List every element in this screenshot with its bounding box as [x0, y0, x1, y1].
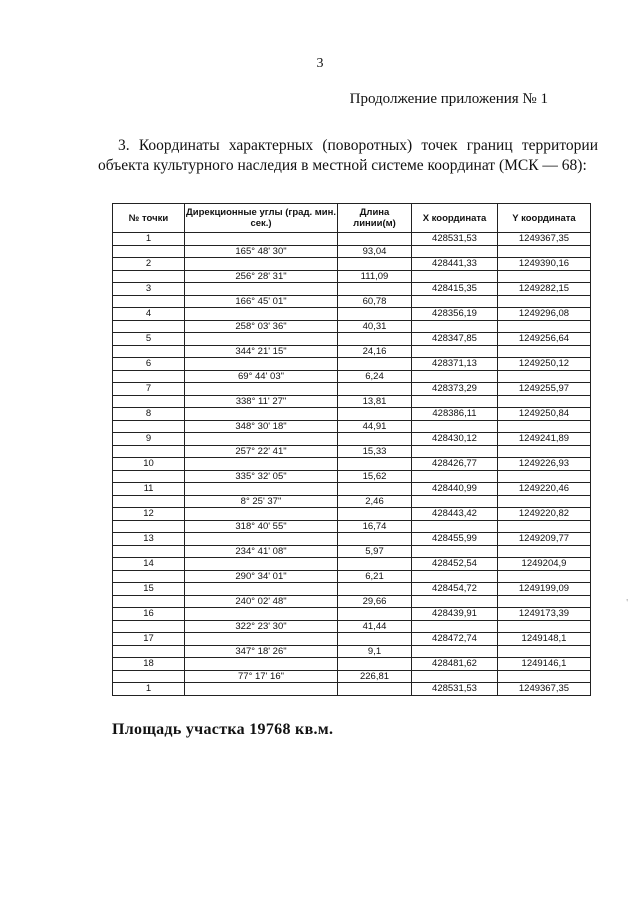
cell-y-coordinate [498, 345, 591, 358]
cell-direction-angle [185, 483, 338, 496]
cell-x-coordinate: 428347,85 [412, 333, 498, 346]
cell-point-number: 3 [113, 283, 185, 296]
table-row [113, 470, 591, 483]
table-body [113, 233, 591, 696]
cell-y-coordinate: 1249367,35 [498, 683, 591, 696]
cell-x-coordinate: 428439,91 [412, 608, 498, 621]
table-row [113, 333, 591, 346]
cell-line-length: 41,44 [338, 620, 412, 633]
section-intro-paragraph [98, 136, 598, 176]
table-row [113, 445, 591, 458]
cell-y-coordinate: 1249255,97 [498, 383, 591, 396]
cell-x-coordinate [412, 495, 498, 508]
cell-x-coordinate [412, 320, 498, 333]
cell-direction-angle [185, 683, 338, 696]
table-row [113, 295, 591, 308]
cell-point-number: 8 [113, 408, 185, 421]
cell-direction-angle: 166° 45' 01" [185, 295, 338, 308]
cell-direction-angle: 347° 18' 26" [185, 645, 338, 658]
table-row [113, 408, 591, 421]
plot-area-text: Площадь участка 19768 кв.м. [112, 721, 334, 738]
cell-y-coordinate: 1249282,15 [498, 283, 591, 296]
cell-line-length [338, 308, 412, 321]
cell-point-number: 13 [113, 533, 185, 546]
cell-direction-angle: 234° 41' 08" [185, 545, 338, 558]
cell-line-length: 44,91 [338, 420, 412, 433]
cell-direction-angle: 322° 23' 30" [185, 620, 338, 633]
cell-point-number [113, 545, 185, 558]
cell-direction-angle: 69° 44' 03" [185, 370, 338, 383]
table-row [113, 258, 591, 271]
cell-y-coordinate [498, 620, 591, 633]
cell-point-number: 12 [113, 508, 185, 521]
cell-x-coordinate: 428454,72 [412, 583, 498, 596]
cell-line-length [338, 583, 412, 596]
table-row [113, 395, 591, 408]
table-row [113, 320, 591, 333]
cell-y-coordinate: 1249367,35 [498, 233, 591, 246]
cell-direction-angle: 348° 30' 18" [185, 420, 338, 433]
cell-line-length [338, 683, 412, 696]
cell-y-coordinate: 1249241,89 [498, 433, 591, 446]
cell-x-coordinate [412, 295, 498, 308]
cell-line-length [338, 358, 412, 371]
cell-line-length [338, 333, 412, 346]
cell-x-coordinate: 428472,74 [412, 633, 498, 646]
cell-direction-angle: 77° 17' 16" [185, 670, 338, 683]
table-row [113, 670, 591, 683]
cell-point-number [113, 620, 185, 633]
cell-point-number: 10 [113, 458, 185, 471]
cell-direction-angle [185, 533, 338, 546]
cell-direction-angle [185, 358, 338, 371]
cell-y-coordinate [498, 395, 591, 408]
cell-x-coordinate [412, 670, 498, 683]
cell-line-length [338, 533, 412, 546]
cell-line-length [338, 633, 412, 646]
cell-direction-angle: 338° 11' 27" [185, 395, 338, 408]
cell-line-length [338, 658, 412, 671]
table-row [113, 645, 591, 658]
table-row [113, 558, 591, 571]
table-row [113, 370, 591, 383]
cell-direction-angle: 8° 25' 37" [185, 495, 338, 508]
cell-x-coordinate [412, 245, 498, 258]
cell-line-length: 111,09 [338, 270, 412, 283]
cell-y-coordinate: 1249220,46 [498, 483, 591, 496]
cell-y-coordinate: 1249148,1 [498, 633, 591, 646]
cell-line-length: 60,78 [338, 295, 412, 308]
table-row [113, 270, 591, 283]
cell-direction-angle [185, 258, 338, 271]
cell-x-coordinate [412, 370, 498, 383]
table-row [113, 308, 591, 321]
cell-line-length [338, 283, 412, 296]
cell-y-coordinate [498, 570, 591, 583]
header-y-coordinate: Y координата [498, 204, 591, 233]
cell-line-length: 29,66 [338, 595, 412, 608]
cell-point-number: 18 [113, 658, 185, 671]
table-row [113, 358, 591, 371]
cell-y-coordinate [498, 595, 591, 608]
cell-y-coordinate [498, 445, 591, 458]
cell-line-length [338, 458, 412, 471]
cell-point-number [113, 570, 185, 583]
cell-line-length: 40,31 [338, 320, 412, 333]
table-row [113, 458, 591, 471]
table-row [113, 245, 591, 258]
cell-x-coordinate [412, 620, 498, 633]
cell-line-length [338, 383, 412, 396]
header-line-length: Длина линии(м) [338, 204, 412, 233]
cell-direction-angle: 318° 40' 55" [185, 520, 338, 533]
cell-x-coordinate [412, 445, 498, 458]
cell-line-length: 6,24 [338, 370, 412, 383]
cell-x-coordinate: 428452,54 [412, 558, 498, 571]
cell-line-length [338, 233, 412, 246]
cell-x-coordinate: 428531,53 [412, 233, 498, 246]
cell-y-coordinate: 1249173,39 [498, 608, 591, 621]
cell-point-number [113, 495, 185, 508]
table-row [113, 420, 591, 433]
cell-x-coordinate [412, 345, 498, 358]
table-row [113, 608, 591, 621]
cell-y-coordinate [498, 245, 591, 258]
appendix-continuation-label: Продолжение приложения № 1 [349, 91, 548, 107]
cell-x-coordinate: 428356,19 [412, 308, 498, 321]
cell-point-number [113, 445, 185, 458]
margin-mark: ' [626, 598, 628, 609]
cell-y-coordinate: 1249390,16 [498, 258, 591, 271]
table-row [113, 533, 591, 546]
cell-y-coordinate [498, 670, 591, 683]
cell-x-coordinate [412, 395, 498, 408]
cell-x-coordinate: 428455,99 [412, 533, 498, 546]
cell-direction-angle [185, 458, 338, 471]
table-row [113, 520, 591, 533]
cell-y-coordinate [498, 520, 591, 533]
cell-point-number [113, 345, 185, 358]
header-point-number: № точки [113, 204, 185, 233]
table-row [113, 345, 591, 358]
cell-point-number: 9 [113, 433, 185, 446]
cell-x-coordinate: 428426,77 [412, 458, 498, 471]
table-row [113, 620, 591, 633]
cell-point-number [113, 420, 185, 433]
table-row [113, 633, 591, 646]
cell-y-coordinate [498, 470, 591, 483]
table-row [113, 508, 591, 521]
cell-direction-angle [185, 583, 338, 596]
cell-direction-angle [185, 283, 338, 296]
table-row [113, 433, 591, 446]
cell-point-number [113, 295, 185, 308]
table-row [113, 595, 591, 608]
cell-y-coordinate [498, 270, 591, 283]
table-row [113, 495, 591, 508]
cell-line-length: 24,16 [338, 345, 412, 358]
page-number: 3 [316, 56, 324, 71]
cell-x-coordinate [412, 270, 498, 283]
cell-line-length [338, 408, 412, 421]
cell-y-coordinate: 1249226,93 [498, 458, 591, 471]
cell-x-coordinate: 428386,11 [412, 408, 498, 421]
cell-direction-angle: 290° 34' 01" [185, 570, 338, 583]
cell-point-number: 16 [113, 608, 185, 621]
cell-point-number [113, 245, 185, 258]
cell-x-coordinate [412, 570, 498, 583]
cell-direction-angle [185, 433, 338, 446]
cell-line-length: 13,81 [338, 395, 412, 408]
table-row [113, 658, 591, 671]
cell-direction-angle: 257° 22' 41" [185, 445, 338, 458]
cell-y-coordinate: 1249220,82 [498, 508, 591, 521]
cell-direction-angle [185, 408, 338, 421]
cell-line-length: 2,46 [338, 495, 412, 508]
cell-direction-angle [185, 633, 338, 646]
cell-y-coordinate: 1249209,77 [498, 533, 591, 546]
cell-y-coordinate [498, 420, 591, 433]
cell-line-length: 15,33 [338, 445, 412, 458]
cell-point-number: 1 [113, 683, 185, 696]
cell-direction-angle: 258° 03' 36" [185, 320, 338, 333]
cell-y-coordinate: 1249256,64 [498, 333, 591, 346]
cell-line-length: 16,74 [338, 520, 412, 533]
cell-point-number: 1 [113, 233, 185, 246]
cell-x-coordinate: 428481,62 [412, 658, 498, 671]
cell-x-coordinate: 428440,99 [412, 483, 498, 496]
cell-direction-angle [185, 333, 338, 346]
cell-direction-angle [185, 658, 338, 671]
cell-line-length: 9,1 [338, 645, 412, 658]
cell-x-coordinate: 428415,35 [412, 283, 498, 296]
cell-x-coordinate [412, 470, 498, 483]
cell-y-coordinate [498, 320, 591, 333]
cell-point-number [113, 470, 185, 483]
cell-point-number [113, 320, 185, 333]
cell-x-coordinate [412, 545, 498, 558]
cell-direction-angle [185, 558, 338, 571]
cell-direction-angle [185, 308, 338, 321]
cell-line-length: 5,97 [338, 545, 412, 558]
table-header-row [113, 204, 591, 233]
cell-direction-angle [185, 383, 338, 396]
cell-point-number: 4 [113, 308, 185, 321]
cell-x-coordinate: 428441,33 [412, 258, 498, 271]
cell-point-number: 7 [113, 383, 185, 396]
table-row [113, 545, 591, 558]
cell-point-number [113, 670, 185, 683]
cell-direction-angle: 335° 32' 05" [185, 470, 338, 483]
cell-line-length: 93,04 [338, 245, 412, 258]
cell-line-length: 6,21 [338, 570, 412, 583]
cell-y-coordinate [498, 545, 591, 558]
cell-point-number: 15 [113, 583, 185, 596]
cell-x-coordinate: 428443,42 [412, 508, 498, 521]
cell-point-number [113, 270, 185, 283]
cell-point-number: 2 [113, 258, 185, 271]
section-intro-text: 3. Координаты характерных (поворотных) точек границ территории объекта культурного наследия в местной системе координат (МСК — 68): [98, 137, 598, 174]
coordinates-table [112, 203, 591, 696]
cell-x-coordinate [412, 420, 498, 433]
cell-point-number [113, 370, 185, 383]
cell-x-coordinate [412, 520, 498, 533]
table-row [113, 683, 591, 696]
cell-y-coordinate: 1249146,1 [498, 658, 591, 671]
cell-point-number: 5 [113, 333, 185, 346]
cell-y-coordinate [498, 370, 591, 383]
cell-y-coordinate: 1249204,9 [498, 558, 591, 571]
cell-y-coordinate [498, 495, 591, 508]
table-row [113, 570, 591, 583]
cell-x-coordinate: 428430,12 [412, 433, 498, 446]
header-x-coordinate: X координата [412, 204, 498, 233]
table-row [113, 383, 591, 396]
cell-x-coordinate: 428371,13 [412, 358, 498, 371]
cell-point-number [113, 645, 185, 658]
header-direction-angle: Дирекционные углы (град. мин. сек.) [185, 204, 338, 233]
cell-line-length [338, 258, 412, 271]
cell-line-length [338, 483, 412, 496]
cell-line-length [338, 508, 412, 521]
cell-line-length [338, 558, 412, 571]
cell-line-length: 15,62 [338, 470, 412, 483]
cell-point-number: 6 [113, 358, 185, 371]
cell-direction-angle: 240° 02' 48" [185, 595, 338, 608]
cell-point-number: 11 [113, 483, 185, 496]
cell-y-coordinate: 1249296,08 [498, 308, 591, 321]
table-row [113, 483, 591, 496]
table-row [113, 283, 591, 296]
cell-y-coordinate [498, 295, 591, 308]
table-row [113, 583, 591, 596]
cell-point-number [113, 395, 185, 408]
cell-direction-angle: 165° 48' 30" [185, 245, 338, 258]
cell-x-coordinate [412, 595, 498, 608]
cell-y-coordinate [498, 645, 591, 658]
cell-y-coordinate: 1249250,12 [498, 358, 591, 371]
cell-direction-angle: 256° 28' 31" [185, 270, 338, 283]
cell-point-number [113, 520, 185, 533]
cell-direction-angle [185, 233, 338, 246]
cell-y-coordinate: 1249199,09 [498, 583, 591, 596]
cell-line-length [338, 608, 412, 621]
cell-point-number: 14 [113, 558, 185, 571]
table-row [113, 233, 591, 246]
cell-direction-angle: 344° 21' 15" [185, 345, 338, 358]
cell-point-number: 17 [113, 633, 185, 646]
cell-x-coordinate [412, 645, 498, 658]
cell-x-coordinate: 428373,29 [412, 383, 498, 396]
cell-y-coordinate: 1249250,84 [498, 408, 591, 421]
cell-direction-angle [185, 608, 338, 621]
cell-direction-angle [185, 508, 338, 521]
cell-point-number [113, 595, 185, 608]
cell-x-coordinate: 428531,53 [412, 683, 498, 696]
cell-line-length: 226,81 [338, 670, 412, 683]
cell-line-length [338, 433, 412, 446]
